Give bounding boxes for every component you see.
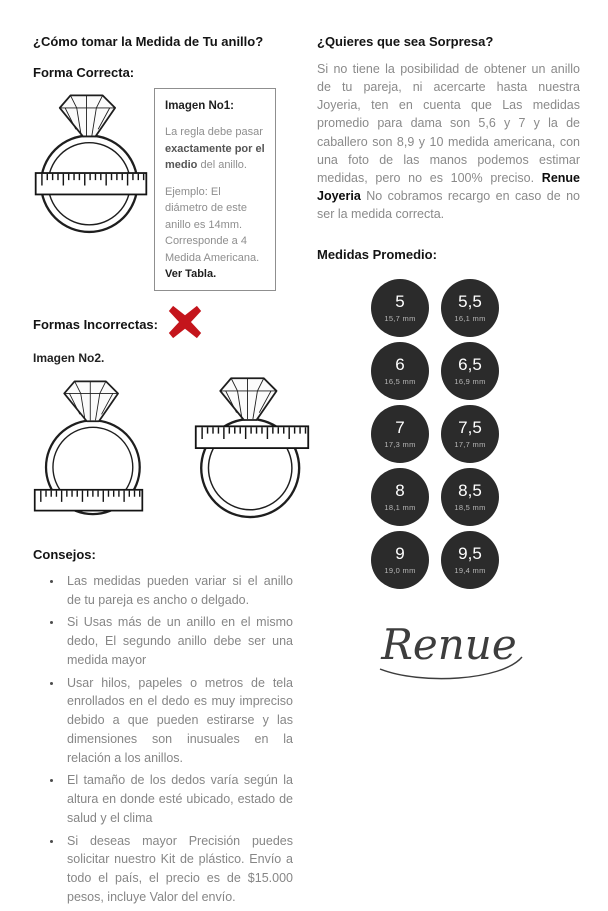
ring-size-badge [371, 468, 429, 526]
image1-info-box [154, 88, 276, 291]
tip-item: • Si Usas más de un anillo en el mismo dedo, El segundo anillo debe ser una medida mayor [63, 613, 293, 669]
ring-size-badge [441, 468, 499, 526]
ring-size-number: 7 [395, 418, 405, 438]
ring-size-badge [371, 405, 429, 463]
image1-box-paragraph-2 [165, 184, 265, 283]
ring-size-diameter: 17,3 mm [384, 440, 416, 450]
ring-size-badge [441, 405, 499, 463]
tip-item: • Las medidas pueden variar si el anillo de tu pareja es ancho o delgado. [63, 572, 293, 610]
incorrect-heading-row [33, 311, 293, 339]
ring-size-badge [371, 279, 429, 337]
ring-size-badge [371, 342, 429, 400]
ring-size-number: 5,5 [458, 292, 482, 312]
renue-logo-script [354, 613, 544, 687]
image1-box-title: Imagen No1: [165, 100, 235, 112]
correct-example-row [33, 88, 293, 291]
surprise-heading: ¿Quieres que sea Sorpresa? [317, 34, 494, 49]
ring-size-diameter: 19,0 mm [384, 566, 416, 576]
ring-size-number: 6 [395, 355, 405, 375]
ring-size-number: 9,5 [458, 544, 482, 564]
tips-heading: Consejos: [33, 546, 96, 562]
correct-form-heading: Forma Correcta: [33, 65, 135, 80]
tip-item: • Usar hilos, papeles o metros de tela enrollados en el dedo es muy impreciso debido a que pueden estirarse y las dimensiones son inusuales en la relación a los anillos. [63, 674, 293, 768]
tip-item: • El tamaño de los dedos varía según la altura en donde esté ubicado, estado de salud y el clima [63, 771, 293, 827]
ring-correct-measure-illustration [33, 88, 149, 242]
ring-size-number: 6,5 [458, 355, 482, 375]
ring-size-number: 8,5 [458, 481, 482, 501]
ring-size-number: 9 [395, 544, 405, 564]
ring-size-diameter: 16,1 mm [454, 314, 486, 324]
ring-size-badge [441, 531, 499, 589]
box-p1-bold: exactamente por el medio [165, 142, 265, 172]
ring-size-diameter: 16,9 mm [454, 377, 486, 387]
box-p2-text: Ejemplo: El diámetro de este anillo es 14mm. Corresponde a 4 Medida Americana. [165, 185, 260, 264]
ring-incorrect-bottom-illustration [33, 371, 151, 527]
brand-name-bold: Renue Joyeria [317, 170, 580, 203]
incorrect-examples-row [33, 371, 293, 527]
red-x-icon [168, 305, 202, 339]
left-column [33, 26, 293, 911]
ring-size-diameter: 18,5 mm [454, 503, 486, 513]
box-p1-text-end: del anillo. [197, 159, 247, 172]
ring-size-diameter: 17,7 mm [454, 440, 486, 450]
surprise-text-2: No cobramos recargo en caso de no ser la medida correcta. [317, 188, 580, 221]
ring-size-number: 8 [395, 481, 405, 501]
ring-size-badge [441, 342, 499, 400]
average-sizes-heading: Medidas Promedio: [317, 247, 437, 263]
right-column [317, 26, 580, 911]
ring-size-badge [371, 531, 429, 589]
ring-sizes-grid [371, 279, 499, 589]
brand-logo [317, 613, 580, 692]
ring-incorrect-top-illustration [193, 371, 311, 527]
tip-item: • Si deseas mayor Precisión puedes solicitar nuestro Kit de plástico. Envío a todo el país, el precio es de $15.000 pesos, incluye Valor del envío. [63, 832, 293, 907]
ring-size-badge [441, 279, 499, 337]
incorrect-form-heading: Formas Incorrectas: [33, 317, 158, 333]
image1-box-paragraph-1 [165, 124, 265, 174]
surprise-paragraph [317, 60, 580, 223]
surprise-text-1: Si no tiene la posibilidad de obtener un anillo de tu pareja, ni acercarte hasta nuestra Joyeria, ten en cuenta que Las medidas promedio para dama son 5,6 y 7 y la de caballero son 8,9 y 10 medida americana, con una foto de las manos podemos estimar medidas, pero no es 100% preciso. [317, 62, 580, 185]
ring-size-diameter: 16,5 mm [384, 377, 416, 387]
renue-logo-text: Renue [380, 620, 517, 670]
tips-list [33, 572, 293, 907]
ring-size-diameter: 15,7 mm [384, 314, 416, 324]
ring-size-diameter: 18,1 mm [384, 503, 416, 513]
image2-label: Imagen No2. [33, 350, 105, 365]
ring-size-diameter: 19,4 mm [454, 566, 486, 576]
page-title: ¿Cómo tomar la Medida de Tu anillo? [33, 34, 264, 49]
ring-size-number: 7,5 [458, 418, 482, 438]
ver-tabla-label: Ver Tabla. [165, 268, 217, 281]
ring-size-number: 5 [395, 292, 405, 312]
box-p1-text: La regla debe pasar [165, 126, 263, 139]
